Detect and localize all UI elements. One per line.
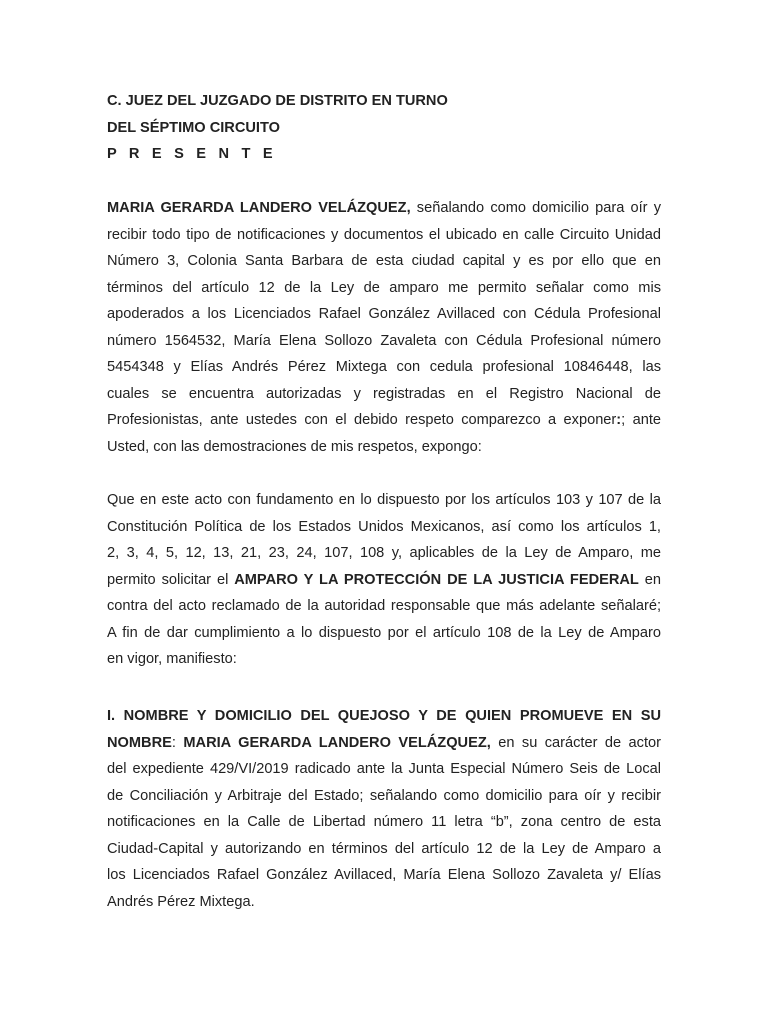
paragraph-line: Número 3, Colonia Santa Barbara de esta ciudad capital y es por ello que en [107,253,661,269]
paragraph-line: los Licenciados Rafael González Avillaced, María Elena Sollozo Zavaleta y/ Elías [107,867,661,883]
paragraph-line: Que en este acto con fundamento en lo dispuesto por los artículos 103 y 107 de la [107,492,661,508]
addressee-header [107,88,661,168]
paragraph-line: términos del artículo 12 de la Ley de amparo me permito señalar como mis [107,279,661,296]
paragraph-line: en vigor, manifiesto: [107,651,237,667]
paragraph-line: NOMBRE: MARIA GERARDA LANDERO VELÁZQUEZ, en su carácter de actor [107,734,662,751]
plaintiff-name: MARIA GERARDA LANDERO VELÁZQUEZ, [183,734,491,751]
paragraph-introduction [107,195,661,460]
paragraph-line: notificaciones en la Calle de Libertad número 11 letra “b”, zona centro de esta [107,814,661,830]
paragraph-line: permito solicitar el AMPARO Y LA PROTECCIÓN DE LA JUSTICIA FEDERAL en [107,571,662,588]
paragraph-line: Ciudad-Capital y autorizando en términos del artículo 12 de la Ley de Amparo a [107,840,661,857]
paragraph-line: Andrés Pérez Mixtega. [107,893,255,910]
paragraph-line: contra del acto reclamado de la autoridad responsable que más adelante señalaré; [107,598,661,614]
paragraph-line: 5454348 y Elías Andrés Pérez Mixtega con cedula profesional 10846448, las [107,359,661,375]
paragraph-line: recibir todo tipo de notificaciones y documentos el ubicado en calle Circuito Unidad [107,226,661,243]
paragraph-line: Usted, con las demostraciones de mis respetos, expongo: [107,438,482,455]
paragraph-line: del expediente 429/VI/2019 radicado ante la Junta Especial Número Seis de Local [107,761,661,777]
paragraph-line: número 1564532, María Elena Sollozo Zavaleta con Cédula Profesional número [107,332,661,349]
paragraph-line: 2, 3, 4, 5, 12, 13, 21, 23, 24, 107, 108 y, aplicables de la Ley de Amparo, me [107,545,661,561]
section-i-plaintiff-details [107,703,661,915]
section-heading: I. NOMBRE Y DOMICILIO DEL QUEJOSO Y DE QUIEN PROMUEVE EN SU [107,708,661,724]
header-line-presente: P R E S E N T E [107,146,277,162]
amparo-emphasis: AMPARO Y LA PROTECCIÓN DE LA JUSTICIA FEDERAL [234,571,639,588]
header-line-circuit: DEL SÉPTIMO CIRCUITO [107,119,280,136]
paragraph-line: cuales se encuentra autorizadas y registradas en el Registro Nacional de [107,385,661,402]
paragraph-line: Constitución Política de los Estados Unidos Mexicanos, así como los artículos 1, [107,518,661,535]
paragraph-line: MARIA GERARDA LANDERO VELÁZQUEZ, señalando como domicilio para oír y [107,200,661,216]
paragraph-line: A fin de dar cumplimiento a lo dispuesto por el artículo 108 de la Ley de Amparo [107,624,661,641]
paragraph-line: apoderados a los Licenciados Rafael González Avillaced con Cédula Profesional [107,306,661,322]
plaintiff-name: MARIA GERARDA LANDERO VELÁZQUEZ, [107,200,411,216]
header-line-judge: C. JUEZ DEL JUZGADO DE DISTRITO EN TURNO [107,93,448,109]
paragraph-amparo-request [107,487,661,673]
paragraph-line: Profesionistas, ante ustedes con el debido respeto comparezco a exponer:; ante [107,412,661,428]
paragraph-line: de Conciliación y Arbitraje del Estado; señalando como domicilio para oír y recibir [107,787,661,804]
